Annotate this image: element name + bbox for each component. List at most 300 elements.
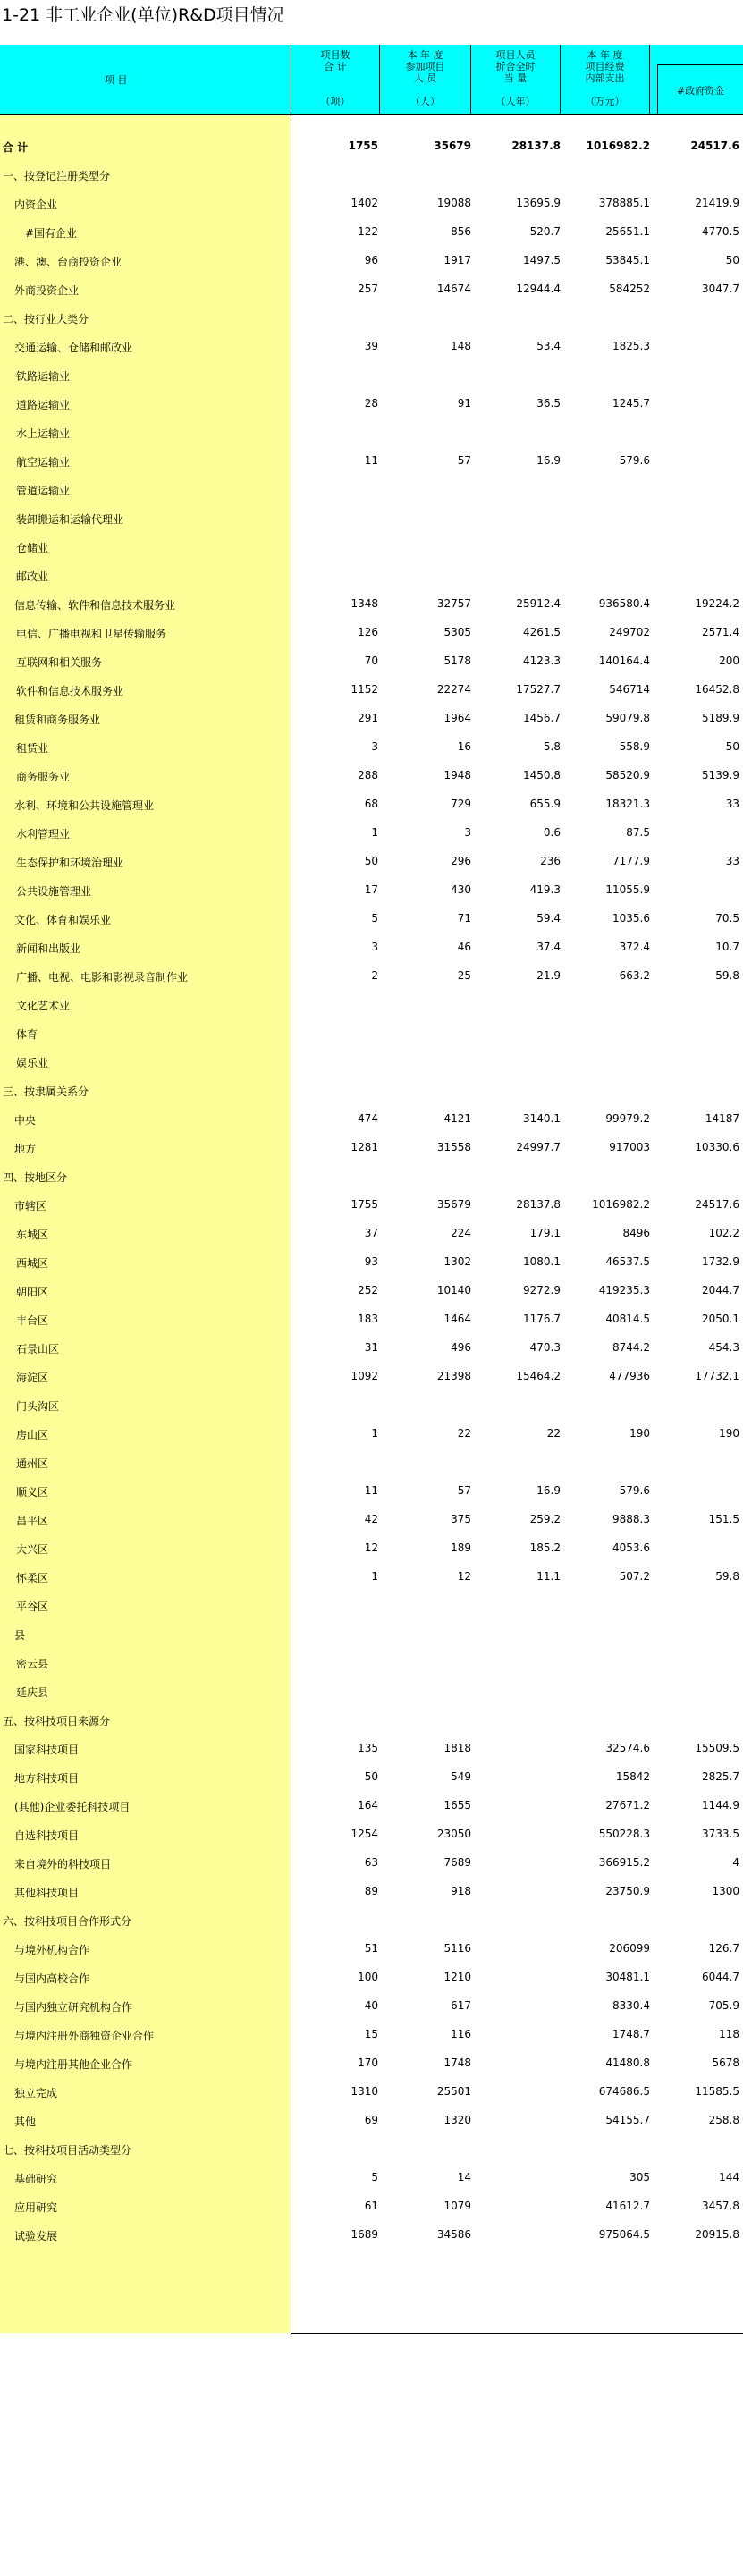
row-value-col-1: 116 [451, 2028, 471, 2040]
table-row [0, 532, 743, 561]
row-value-col-4: 70.5 [715, 912, 739, 925]
row-value-col-1: 5116 [443, 1942, 471, 1955]
row-value-col-0: 5 [371, 2171, 378, 2183]
row-value-col-1: 1079 [443, 2200, 471, 2212]
table-row [0, 1305, 743, 1333]
header-col-1-line: 本 年 度 [407, 49, 443, 61]
row-value-col-1: 549 [451, 1770, 471, 1783]
row-value-col-4: 2825.7 [702, 1770, 739, 1783]
row-value-col-1: 91 [457, 397, 471, 410]
row-value-col-1: 5305 [443, 626, 471, 638]
row-value-col-2: 25912.4 [516, 597, 561, 610]
header-col-3-line: 项目经费 [585, 61, 625, 72]
row-label: 密云县 [16, 1658, 49, 1670]
row-value-col-3: 674686.5 [598, 2085, 650, 2098]
row-label: 其他科技项目 [14, 1887, 80, 1899]
row-label: 内资企业 [14, 198, 58, 211]
row-value-col-1: 617 [451, 1999, 471, 2012]
row-value-col-4: 1144.9 [702, 1799, 739, 1812]
row-label: 四、按地区分 [3, 1171, 68, 1184]
row-value-col-2: 15464.2 [516, 1370, 561, 1382]
row-label: 租赁和商务服务业 [14, 714, 101, 726]
row-value-col-2: 37.4 [536, 941, 561, 953]
row-value-col-4: 33 [725, 798, 739, 810]
row-value-col-1: 856 [451, 225, 471, 238]
row-value-col-1: 4121 [443, 1112, 471, 1125]
row-label: 管道运输业 [16, 485, 71, 497]
row-label: 丰台区 [16, 1314, 49, 1327]
row-label: 合 计 [3, 141, 29, 154]
row-label: 自选科技项目 [14, 1829, 80, 1842]
row-value-col-3: 366915.2 [598, 1856, 650, 1869]
row-value-col-2: 13695.9 [516, 197, 561, 209]
table-row [0, 1190, 743, 1219]
row-value-col-2: 28137.8 [511, 139, 561, 152]
row-value-col-1: 14 [457, 2171, 471, 2183]
row-value-col-3: 53845.1 [605, 254, 650, 266]
row-label: 其他 [14, 2116, 37, 2128]
row-value-col-0: 69 [364, 2114, 378, 2126]
row-value-col-0: 257 [358, 283, 378, 295]
row-value-col-2: 185.2 [529, 1541, 561, 1554]
row-value-col-0: 1 [371, 826, 378, 839]
row-value-col-1: 10140 [436, 1284, 471, 1296]
table-row [0, 1705, 743, 1734]
table-row [0, 1076, 743, 1104]
row-value-col-2: 59.4 [536, 912, 561, 925]
row-value-col-3: 1825.3 [612, 340, 650, 352]
table-row [0, 1877, 743, 1905]
row-value-col-4: 59.8 [715, 1570, 739, 1583]
table-bottom-border [291, 2333, 743, 2334]
table-row [0, 1505, 743, 1533]
row-label: (其他)企业委托科技项目 [14, 1801, 131, 1813]
row-value-col-4: 2044.7 [702, 1284, 739, 1296]
row-label: 昌平区 [16, 1515, 49, 1527]
row-label: 三、按隶属关系分 [3, 1085, 89, 1098]
row-value-col-1: 35679 [436, 1198, 471, 1211]
row-label: 铁路运输业 [16, 370, 71, 383]
row-label: 外商投资企业 [14, 284, 80, 297]
row-value-col-0: 1402 [350, 197, 378, 209]
row-value-col-2: 16.9 [536, 1484, 561, 1497]
row-value-col-2: 3140.1 [523, 1112, 561, 1125]
row-value-col-3: 15842 [615, 1770, 650, 1783]
header-col-2-line: 当 量 [503, 72, 528, 84]
row-value-col-3: 1245.7 [612, 397, 650, 410]
row-value-col-3: 663.2 [619, 969, 650, 982]
header-col-2-line: 折合全时 [495, 61, 536, 72]
row-value-col-1: 57 [457, 454, 471, 467]
row-value-col-3: 546714 [609, 683, 650, 696]
row-value-col-0: 183 [358, 1313, 378, 1325]
row-value-col-1: 224 [451, 1227, 471, 1239]
row-value-col-2: 1450.8 [523, 769, 561, 781]
table-row [0, 1333, 743, 1362]
row-value-col-4: 5189.9 [702, 712, 739, 724]
table-row [0, 1791, 743, 1820]
row-value-col-0: 1254 [350, 1828, 378, 1840]
row-value-col-3: 584252 [609, 283, 650, 295]
row-value-col-1: 71 [457, 912, 471, 925]
header-col-2-lines [471, 49, 560, 84]
row-value-col-1: 3 [464, 826, 471, 839]
row-value-col-0: 164 [358, 1799, 378, 1812]
row-value-col-0: 12 [364, 1541, 378, 1554]
table-row [0, 389, 743, 418]
row-value-col-1: 496 [451, 1341, 471, 1354]
row-value-col-1: 296 [451, 855, 471, 867]
row-label: 基础研究 [14, 2173, 58, 2185]
row-value-col-3: 1016982.2 [586, 139, 650, 152]
table-row [0, 1276, 743, 1305]
row-label: 道路运输业 [16, 399, 71, 411]
page-title: 1-21 非工业企业(单位)R&D项目情况 [2, 5, 284, 25]
table-row [0, 1018, 743, 1047]
row-value-col-2: 520.7 [529, 225, 561, 238]
table-row [0, 1820, 743, 1848]
row-value-col-4: 50 [725, 254, 739, 266]
row-value-col-0: 39 [364, 340, 378, 352]
row-value-col-2: 259.2 [529, 1513, 561, 1525]
table-row [0, 847, 743, 875]
row-value-col-4: 454.3 [708, 1341, 739, 1354]
row-label: 市辖区 [14, 1200, 47, 1212]
table-row [0, 1476, 743, 1505]
row-label: 文化、体育和娱乐业 [14, 914, 112, 926]
row-label: 新闻和出版业 [16, 942, 81, 955]
table-row [0, 1619, 743, 1648]
row-value-col-0: 31 [364, 1341, 378, 1354]
row-label: 来自境外的科技项目 [14, 1858, 112, 1871]
row-value-col-0: 50 [364, 1770, 378, 1783]
row-value-col-0: 1689 [350, 2228, 378, 2241]
row-value-col-3: 917003 [609, 1141, 650, 1153]
row-label: 租赁业 [16, 742, 49, 755]
table-row [0, 303, 743, 332]
row-label: 朝阳区 [16, 1286, 49, 1298]
row-value-col-1: 25501 [436, 2085, 471, 2098]
row-value-col-2: 0.6 [543, 826, 561, 839]
row-value-col-3: 40814.5 [605, 1313, 650, 1325]
row-value-col-1: 7689 [443, 1856, 471, 1869]
row-value-col-0: 11 [364, 1484, 378, 1497]
table-row [0, 589, 743, 618]
row-value-col-4: 190 [719, 1427, 739, 1440]
row-label: 延庆县 [16, 1686, 49, 1699]
table-row [0, 1161, 743, 1190]
row-value-col-3: 41612.7 [605, 2200, 650, 2212]
row-value-col-0: 50 [364, 855, 378, 867]
row-value-col-2: 1497.5 [523, 254, 561, 266]
table-row [0, 961, 743, 990]
header-sub-box [657, 64, 743, 115]
row-value-col-3: 975064.5 [598, 2228, 650, 2241]
row-value-col-4: 10.7 [715, 941, 739, 953]
row-value-col-1: 22274 [436, 683, 471, 696]
table-row [0, 1533, 743, 1562]
row-value-col-0: 93 [364, 1255, 378, 1268]
table-row [0, 1963, 743, 1991]
row-value-col-0: 96 [364, 254, 378, 266]
table-row [0, 1648, 743, 1677]
row-value-col-1: 5178 [443, 655, 471, 667]
row-value-col-1: 34586 [436, 2228, 471, 2241]
row-value-col-3: 1748.7 [612, 2028, 650, 2040]
row-value-col-3: 249702 [609, 626, 650, 638]
row-value-col-2: 11.1 [536, 1570, 561, 1583]
row-value-col-2: 4261.5 [523, 626, 561, 638]
row-label: 房山区 [16, 1429, 49, 1441]
row-label: 六、按科技项目合作形式分 [3, 1915, 132, 1928]
row-value-col-0: 252 [358, 1284, 378, 1296]
header-col-1-line: 人 员 [413, 72, 437, 84]
row-label: 平谷区 [16, 1600, 49, 1613]
row-value-col-3: 140164.4 [598, 655, 650, 667]
table-row [0, 818, 743, 847]
row-value-col-1: 12 [457, 1570, 471, 1583]
row-label: 怀柔区 [16, 1572, 49, 1584]
table-row [0, 217, 743, 246]
row-value-col-4: 2050.1 [702, 1313, 739, 1325]
row-value-col-3: 477936 [609, 1370, 650, 1382]
row-value-col-3: 46537.5 [605, 1255, 650, 1268]
header-col-4-sub: #政府资金 [676, 85, 725, 97]
row-value-col-4: 4 [732, 1856, 739, 1869]
row-label: 与国内高校合作 [14, 1972, 90, 1985]
row-value-col-4: 24517.6 [690, 139, 739, 152]
row-value-col-2: 36.5 [536, 397, 561, 410]
header-col-2 [471, 45, 561, 115]
row-value-col-3: 54155.7 [605, 2114, 650, 2126]
row-label: 与境内注册其他企业合作 [14, 2058, 133, 2071]
row-value-col-3: 30481.1 [605, 1971, 650, 1983]
row-value-col-4: 1300 [712, 1885, 739, 1897]
table-row [0, 1848, 743, 1877]
row-label: 与境外机构合作 [14, 1944, 90, 1956]
header-col-3-line: 本 年 度 [587, 49, 623, 61]
table-row [0, 131, 743, 160]
row-value-col-4: 15509.5 [695, 1742, 739, 1754]
row-value-col-3: 11055.9 [605, 883, 650, 896]
row-value-col-1: 918 [451, 1885, 471, 1897]
row-value-col-3: 4053.6 [612, 1541, 650, 1554]
row-value-col-2: 470.3 [529, 1341, 561, 1354]
row-label: 水利、环境和公共设施管理业 [14, 799, 155, 812]
row-value-col-2: 28137.8 [516, 1198, 561, 1211]
row-label: 一、按登记注册类型分 [3, 170, 111, 182]
table-row [0, 990, 743, 1018]
row-value-col-4: 24517.6 [695, 1198, 739, 1211]
row-label: 装卸搬运和运输代理业 [16, 513, 124, 526]
table-row [0, 704, 743, 732]
row-value-col-1: 1320 [443, 2114, 471, 2126]
row-value-col-1: 23050 [436, 1828, 471, 1840]
row-value-col-0: 100 [358, 1971, 378, 1983]
row-label: 顺义区 [16, 1486, 49, 1499]
row-value-col-3: 58520.9 [605, 769, 650, 781]
row-value-col-0: 3 [371, 740, 378, 753]
table-row [0, 1734, 743, 1762]
row-value-col-4: 19224.2 [695, 597, 739, 610]
row-value-col-0: 1755 [350, 1198, 378, 1211]
row-value-col-0: 11 [364, 454, 378, 467]
row-value-col-3: 9888.3 [612, 1513, 650, 1525]
row-value-col-1: 148 [451, 340, 471, 352]
row-value-col-3: 18321.3 [605, 798, 650, 810]
row-value-col-0: 1152 [350, 683, 378, 696]
row-value-col-3: 23750.9 [605, 1885, 650, 1897]
row-label: 生态保护和环境治理业 [16, 857, 124, 869]
row-value-col-1: 14674 [436, 283, 471, 295]
row-value-col-1: 1818 [443, 1742, 471, 1754]
row-value-col-2: 53.4 [536, 340, 561, 352]
row-value-col-4: 151.5 [708, 1513, 739, 1525]
row-value-col-4: 4770.5 [702, 225, 739, 238]
table-row [0, 1905, 743, 1934]
row-value-col-3: 32574.6 [605, 1742, 650, 1754]
header-col-2-unit: （人年） [495, 96, 536, 107]
row-value-col-3: 1035.6 [612, 912, 650, 925]
row-value-col-3: 550228.3 [598, 1828, 650, 1840]
table-row [0, 1677, 743, 1705]
row-value-col-1: 1748 [443, 2057, 471, 2069]
row-value-col-4: 2571.4 [702, 626, 739, 638]
row-value-col-4: 705.9 [708, 1999, 739, 2012]
row-value-col-4: 16452.8 [695, 683, 739, 696]
row-value-col-0: 61 [364, 2200, 378, 2212]
table-row [0, 274, 743, 303]
row-value-col-3: 378885.1 [598, 197, 650, 209]
table-row [0, 2020, 743, 2048]
table-row [0, 1991, 743, 2020]
table-row [0, 189, 743, 217]
row-value-col-3: 507.2 [619, 1570, 650, 1583]
row-value-col-0: 51 [364, 1942, 378, 1955]
row-value-col-1: 31558 [436, 1141, 471, 1153]
table-row [0, 1390, 743, 1419]
row-value-col-4: 14187 [705, 1112, 739, 1125]
row-value-col-3: 579.6 [619, 454, 650, 467]
header-col-0 [291, 45, 380, 115]
row-value-col-2: 21.9 [536, 969, 561, 982]
row-label: 地方 [14, 1143, 37, 1155]
table-row [0, 2048, 743, 2077]
row-value-col-2: 16.9 [536, 454, 561, 467]
row-value-col-1: 22 [457, 1427, 471, 1440]
row-value-col-1: 25 [457, 969, 471, 982]
row-value-col-4: 33 [725, 855, 739, 867]
row-value-col-1: 1302 [443, 1255, 471, 1268]
row-value-col-0: 17 [364, 883, 378, 896]
row-value-col-0: 15 [364, 2028, 378, 2040]
header-col-0-lines [291, 49, 379, 72]
table-row [0, 561, 743, 589]
row-value-col-2: 419.3 [529, 883, 561, 896]
table-row [0, 360, 743, 389]
table-row [0, 933, 743, 961]
row-value-col-2: 22 [546, 1427, 561, 1440]
row-value-col-4: 3047.7 [702, 283, 739, 295]
row-label: 体育 [16, 1028, 38, 1041]
row-value-col-2: 12944.4 [516, 283, 561, 295]
row-value-col-0: 170 [358, 2057, 378, 2069]
table-row [0, 503, 743, 532]
table-row [0, 875, 743, 904]
table-row [0, 904, 743, 933]
row-value-col-2: 655.9 [529, 798, 561, 810]
row-value-col-3: 7177.9 [612, 855, 650, 867]
row-label: 港、澳、台商投资企业 [14, 256, 122, 268]
row-value-col-0: 42 [364, 1513, 378, 1525]
row-value-col-1: 1948 [443, 769, 471, 781]
header-col-1 [380, 45, 471, 115]
row-label: 交通运输、仓储和邮政业 [14, 342, 133, 354]
row-label: #国有企业 [25, 227, 78, 240]
row-value-col-2: 1456.7 [523, 712, 561, 724]
table-row [0, 246, 743, 274]
row-value-col-2: 9272.9 [523, 1284, 561, 1296]
row-label: 门头沟区 [16, 1400, 60, 1413]
row-label: 试验发展 [14, 2230, 58, 2242]
row-value-col-4: 5678 [712, 2057, 739, 2069]
row-value-col-0: 135 [358, 1742, 378, 1754]
row-label: 国家科技项目 [14, 1744, 80, 1756]
header-col-3 [561, 45, 650, 115]
table-row [0, 1562, 743, 1591]
row-value-col-2: 17527.7 [516, 683, 561, 696]
row-value-col-2: 1176.7 [523, 1313, 561, 1325]
row-value-col-3: 419235.3 [598, 1284, 650, 1296]
row-value-col-0: 288 [358, 769, 378, 781]
table-row [0, 2077, 743, 2106]
row-value-col-1: 375 [451, 1513, 471, 1525]
row-value-col-4: 11585.5 [695, 2085, 739, 2098]
row-value-col-3: 8330.4 [612, 1999, 650, 2012]
row-value-col-3: 41480.8 [605, 2057, 650, 2069]
row-value-col-0: 63 [364, 1856, 378, 1869]
row-label: 与境内注册外商独资企业合作 [14, 2030, 155, 2042]
row-value-col-4: 3733.5 [702, 1828, 739, 1840]
row-label: 商务服务业 [16, 771, 71, 783]
row-label: 水利管理业 [16, 828, 71, 840]
row-value-col-4: 50 [725, 740, 739, 753]
row-label: 互联网和相关服务 [16, 656, 103, 669]
row-value-col-3: 8496 [622, 1227, 650, 1239]
row-value-col-1: 1917 [443, 254, 471, 266]
row-value-col-0: 2 [371, 969, 378, 982]
header-col-2-line: 项目人员 [495, 49, 536, 61]
row-value-col-3: 190 [629, 1427, 650, 1440]
row-label: 大兴区 [16, 1543, 49, 1556]
row-label: 信息传输、软件和信息技术服务业 [14, 599, 176, 612]
header-col-0-unit: （项） [320, 96, 350, 107]
row-value-col-0: 70 [364, 655, 378, 667]
row-value-col-3: 59079.8 [605, 712, 650, 724]
table-row [0, 1362, 743, 1390]
table-row [0, 1448, 743, 1476]
row-label: 通州区 [16, 1457, 49, 1470]
row-label: 邮政业 [16, 570, 49, 583]
table-row [0, 332, 743, 360]
header-item-cell [0, 45, 291, 115]
row-label: 西城区 [16, 1257, 49, 1270]
row-label: 与国内独立研究机构合作 [14, 2001, 133, 2014]
row-value-col-1: 35679 [434, 139, 471, 152]
row-value-col-3: 558.9 [619, 740, 650, 753]
header-col-4 [650, 45, 743, 115]
row-label: 仓储业 [16, 542, 49, 554]
